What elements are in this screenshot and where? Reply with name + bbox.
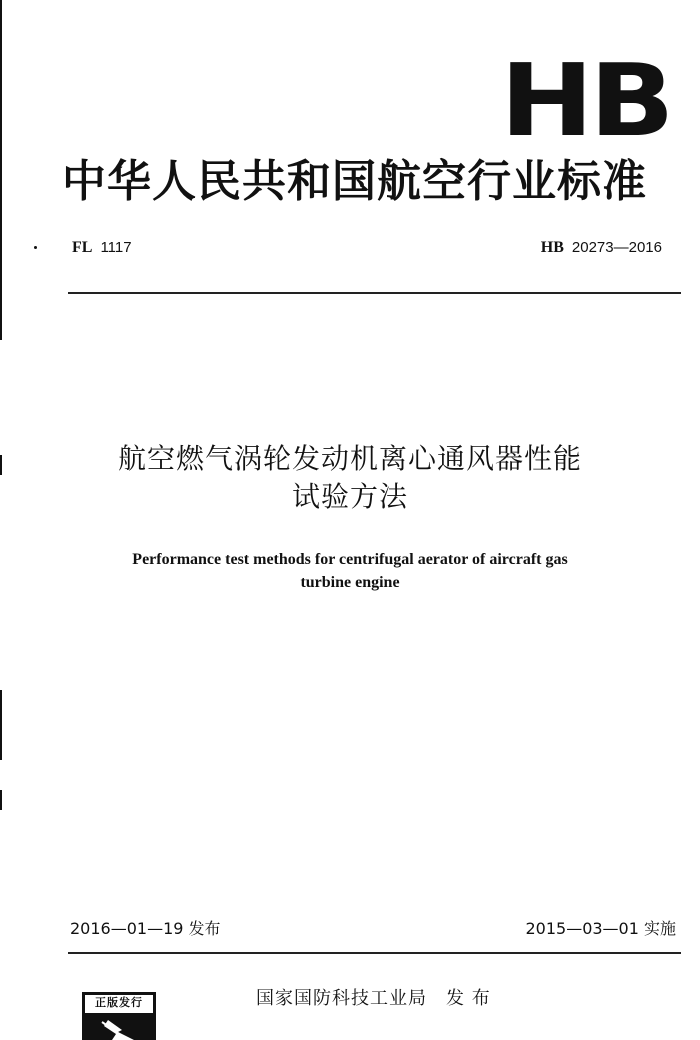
stamp-label: 正版发行 [95, 996, 143, 1009]
top-divider [68, 292, 681, 294]
hb-logo: HB [500, 42, 671, 159]
hb-number: 20273—2016 [571, 239, 662, 256]
bottom-divider [68, 952, 681, 954]
implementation-date: 2015—03—01 实施 [525, 919, 676, 938]
hb-standard-number [541, 238, 662, 258]
scan-edge-mark [0, 690, 2, 760]
title-cn-line-1: 航空燃气涡轮发动机离心通风器性能 [117, 442, 582, 475]
title-cn-line-2: 试验方法 [291, 480, 408, 513]
scan-edge-mark [0, 0, 2, 340]
fl-classification-code [72, 238, 132, 258]
scan-edge-mark [0, 790, 2, 810]
fl-number: 1117 [100, 239, 132, 256]
scan-dot [34, 246, 37, 249]
issue-date: 2016—01—19 发布 [70, 919, 221, 938]
hb-prefix: HB [540, 239, 564, 256]
scan-edge-mark [0, 455, 2, 475]
publisher: 国家国防科技工业局 发 布 [256, 988, 491, 1009]
title-en-line-1: Performance test methods for centrifugal aerator of aircraft gas [132, 551, 568, 568]
fl-prefix: FL [72, 239, 93, 256]
document-title-en [40, 548, 660, 594]
title-en-line-2: turbine engine [300, 574, 400, 591]
agency-title: 中华人民共和国航空行业标准 [62, 156, 647, 207]
document-title-cn [40, 440, 660, 516]
